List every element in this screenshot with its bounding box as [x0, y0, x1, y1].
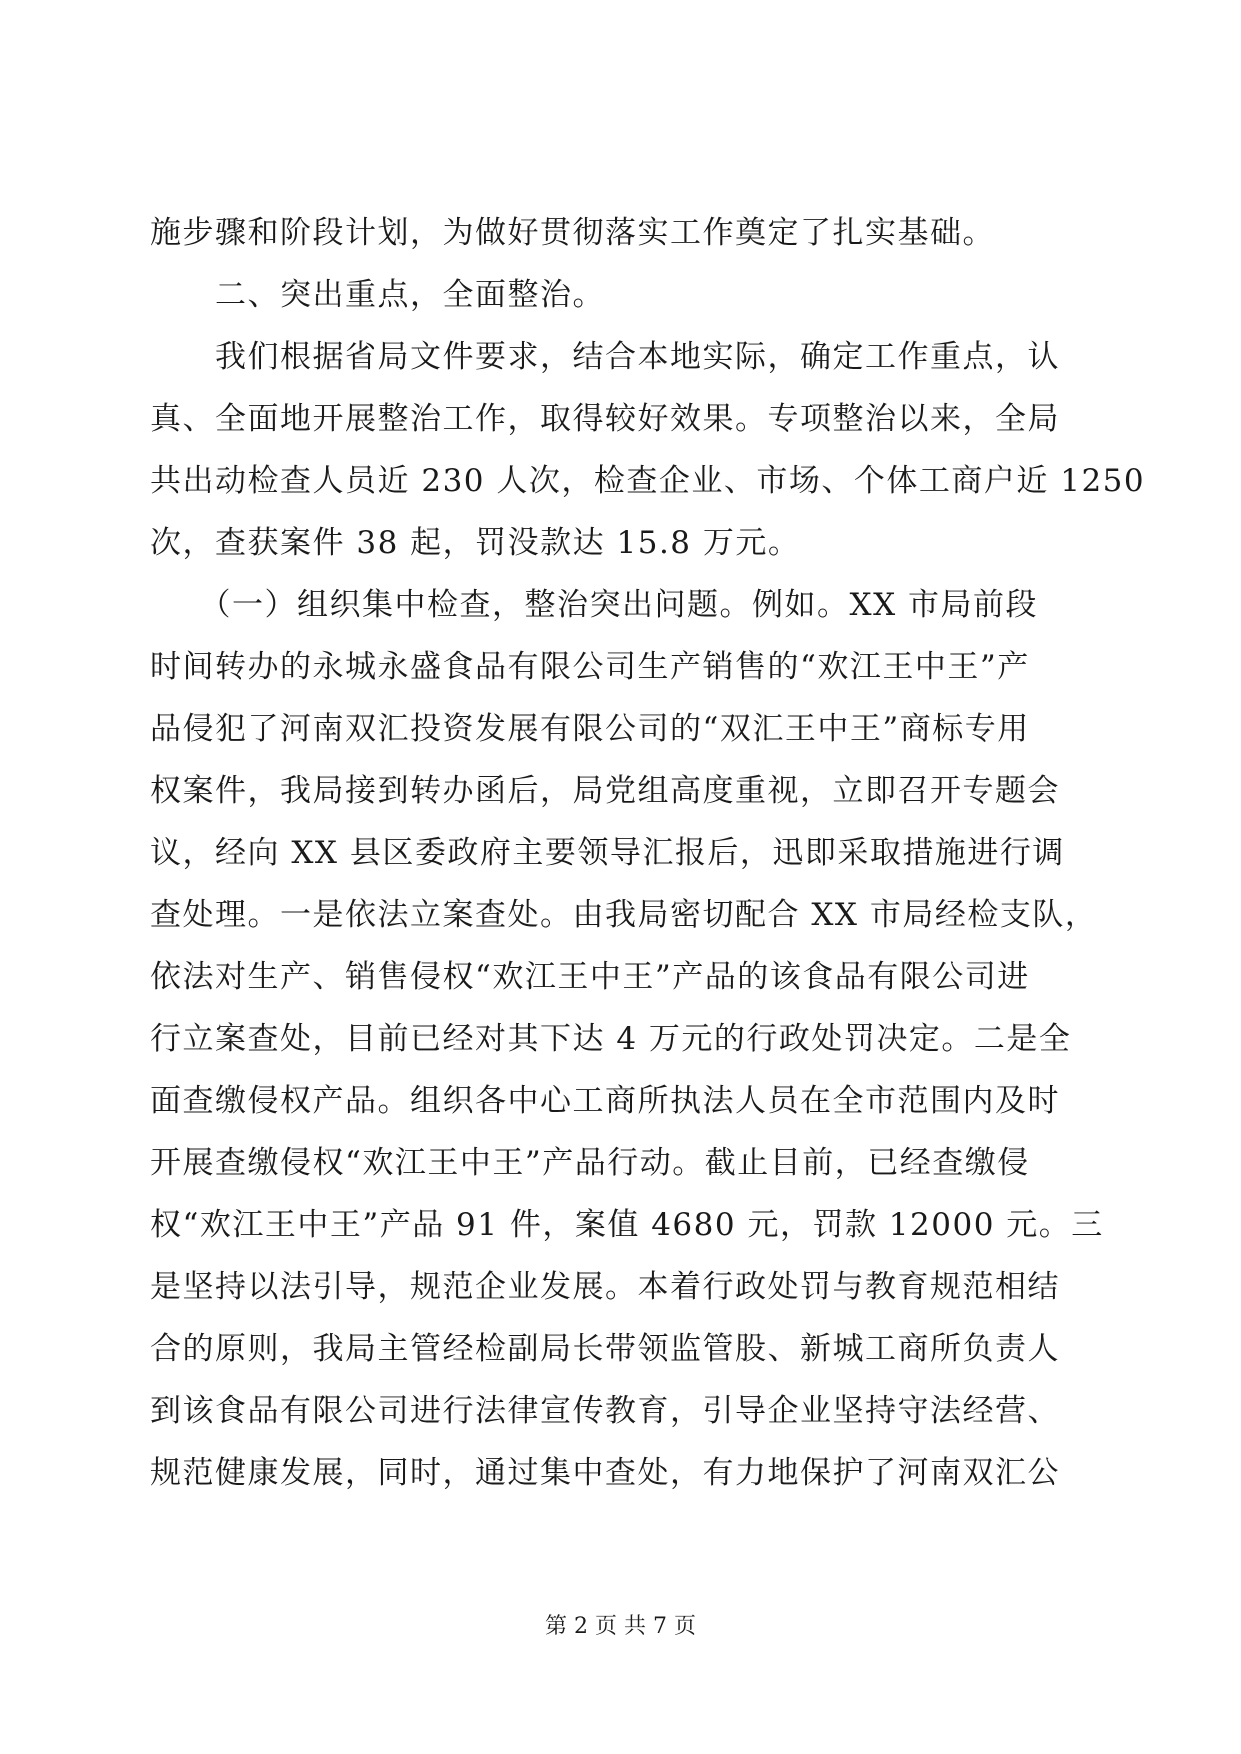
text-line: 是坚持以法引导，规范企业发展。本着行政处罚与教育规范相结 — [150, 1269, 1060, 1305]
text-line: 规范健康发展，同时，通过集中查处，有力地保护了河南双汇公 — [150, 1455, 1060, 1491]
text-line: 依法对生产、销售侵权“欢江王中王”产品的该食品有限公司进 — [150, 959, 1030, 995]
text-line: 品侵犯了河南双汇投资发展有限公司的“双汇王中王”商标专用 — [150, 711, 1030, 747]
text-line: 开展查缴侵权“欢江王中王”产品行动。截止目前，已经查缴侵 — [150, 1145, 1030, 1181]
text-line: 查处理。一是依法立案查处。由我局密切配合 XX 市局经检支队， — [150, 897, 1098, 933]
text-line: 时间转办的永城永盛食品有限公司生产销售的“欢江王中王”产 — [150, 649, 1030, 685]
text-line: 我们根据省局文件要求，结合本地实际，确定工作重点，认 — [150, 339, 1060, 375]
text-line: 共出动检查人员近 230 人次，检查企业、市场、个体工商户近 1250 — [150, 463, 1146, 499]
text-line: 合的原则，我局主管经检副局长带领监管股、新城工商所负责人 — [150, 1331, 1060, 1367]
text-line: 议，经向 XX 县区委政府主要领导汇报后，迅即采取措施进行调 — [150, 835, 1065, 871]
page-number-footer: 第 2 页 共 7 页 — [545, 1614, 696, 1639]
document-body — [150, 202, 1146, 1504]
text-line: 到该食品有限公司进行法律宣传教育，引导企业坚持守法经营、 — [150, 1393, 1060, 1429]
text-line: 次，查获案件 38 起，罚没款达 15.8 万元。 — [150, 525, 801, 561]
text-line: 真、全面地开展整治工作，取得较好效果。专项整治以来，全局 — [150, 401, 1060, 437]
section-heading: 二、突出重点，全面整治。 — [150, 277, 605, 313]
text-line: 权案件，我局接到转办函后，局党组高度重视，立即召开专题会 — [150, 773, 1060, 809]
text-line: 施步骤和阶段计划，为做好贯彻落实工作奠定了扎实基础。 — [150, 215, 995, 251]
text-line: 面查缴侵权产品。组织各中心工商所执法人员在全市范围内及时 — [150, 1083, 1060, 1119]
subsection-line: （一）组织集中检查，整治突出问题。例如。XX 市局前段 — [150, 587, 1038, 623]
text-line: 行立案查处，目前已经对其下达 4 万元的行政处罚决定。二是全 — [150, 1021, 1072, 1057]
text-line: 权“欢江王中王”产品 91 件，案值 4680 元，罚款 12000 元。三 — [150, 1207, 1104, 1243]
